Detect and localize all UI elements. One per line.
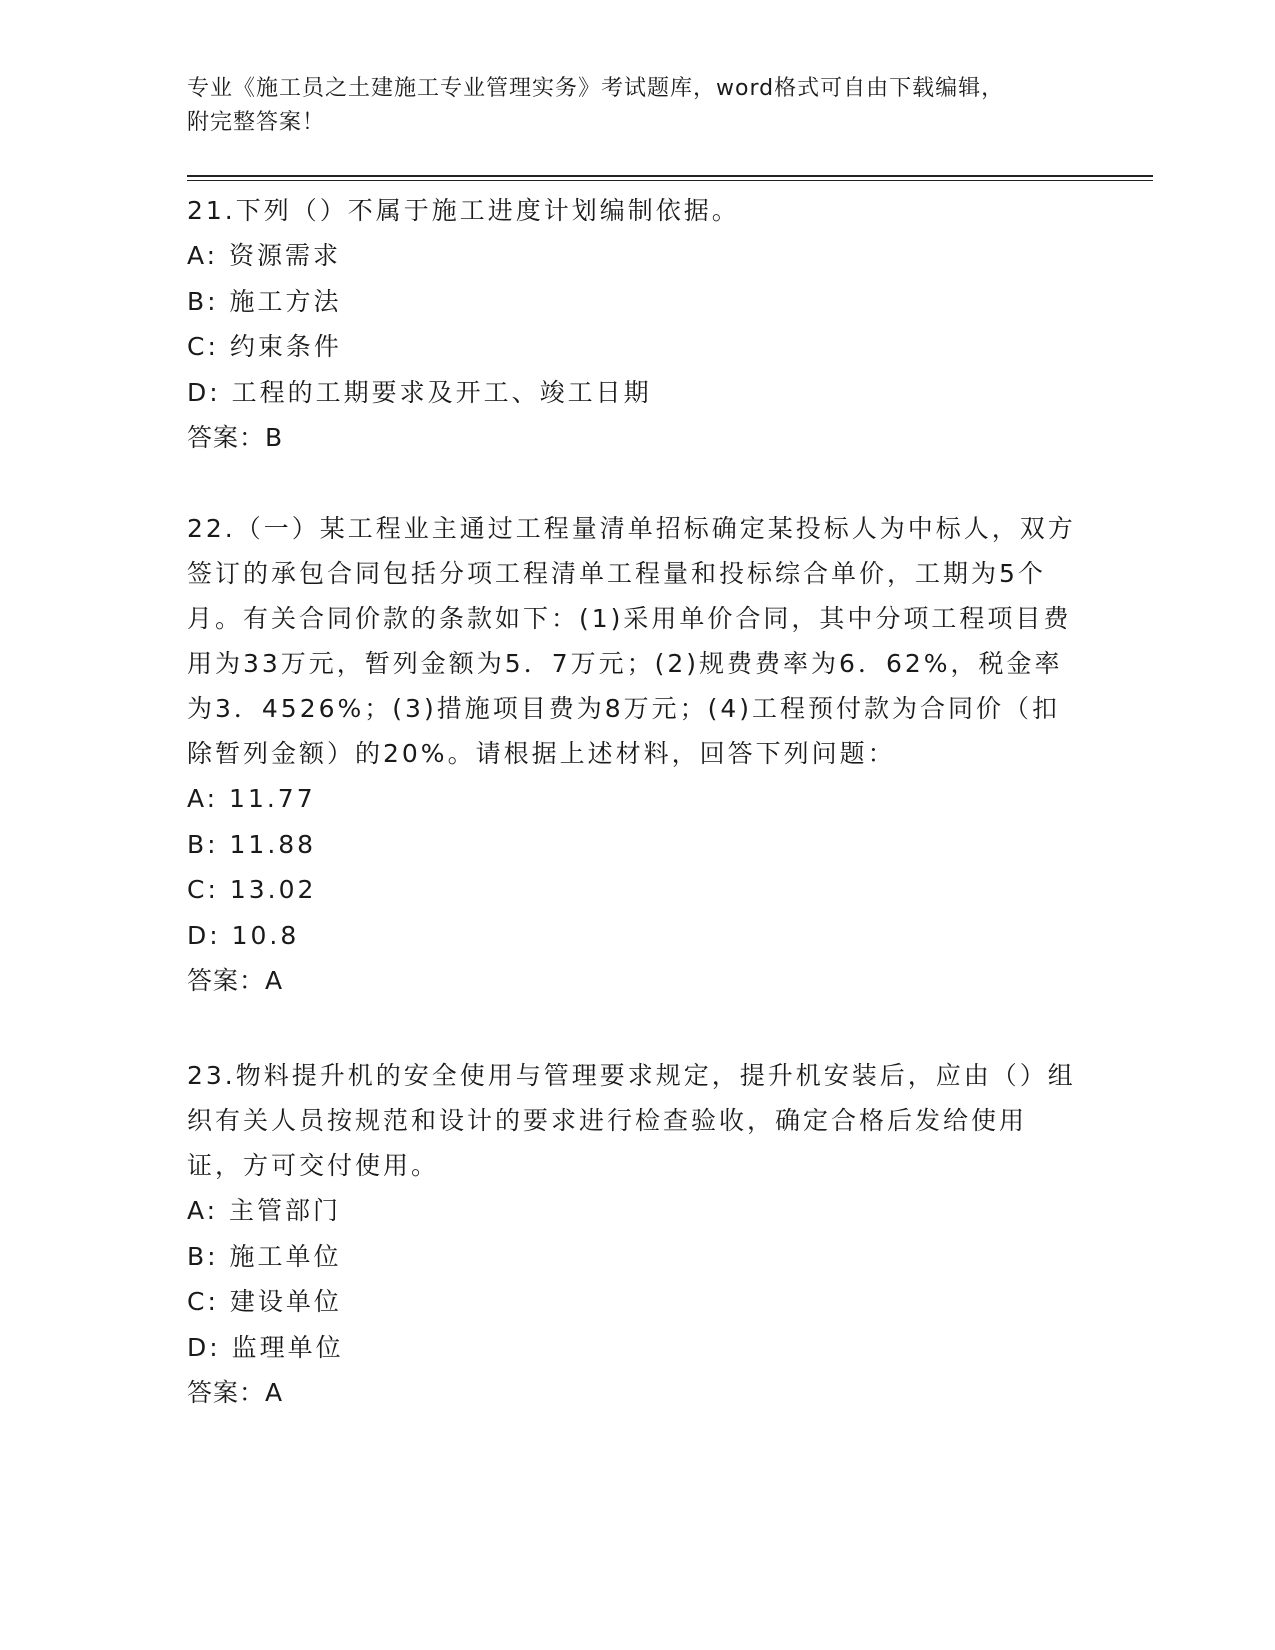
option-b: B: 施工方法 [187,286,342,316]
option-d: D: 10.8 [187,920,300,950]
answer: 答案：A [187,966,284,995]
option-d: D: 工程的工期要求及开工、竣工日期 [187,377,652,407]
question-22 [187,506,1077,1003]
header-divider-thick [187,175,1153,177]
option-a: A: 11.77 [187,784,316,813]
question-stem: 21.下列（）不属于施工进度计划编制依据。 [187,196,740,225]
header-divider-thin [187,180,1153,181]
option-d: D: 监理单位 [187,1332,344,1362]
question-23 [187,1053,1077,1415]
option-b: B: 施工单位 [187,1241,342,1271]
option-a: A: 主管部门 [187,1196,342,1225]
document-header: 专业《施工员之土建施工专业管理实务》考试题库，word格式可自由下载编辑， 附完整答案！ [187,76,1005,135]
question-stem: 23.物料提升机的安全使用与管理要求规定，提升机安装后，应由（）组织有关人员按规范和设计的要求进行检查验收，确定合格后发给使用证，方可交付使用。 [187,1061,1076,1180]
question-stem: 22.（一）某工程业主通过工程量清单招标确定某投标人为中标人，双方签订的承包合同包括分项工程清单工程量和投标综合单价，工期为5个月。有关合同价款的条款如下：(1)采用单价合同，其中分项工程项目费用为33万元，暂列金额为5．7万元；(2)规费费率为6．62%，税金率为3．4526%；(3)措施项目费为8万元；(4)工程预付款为合同价（扣除暂列金额）的20%。请根据上述材料，回答下列问题： [187,514,1076,768]
option-a: A: 资源需求 [187,241,342,270]
option-c: C: 约束条件 [187,332,342,361]
option-b: B: 11.88 [187,829,317,859]
option-c: C: 13.02 [187,875,317,904]
question-21 [187,188,1077,460]
answer: 答案：B [187,423,284,452]
option-c: C: 建设单位 [187,1287,342,1316]
answer: 答案：A [187,1378,284,1407]
